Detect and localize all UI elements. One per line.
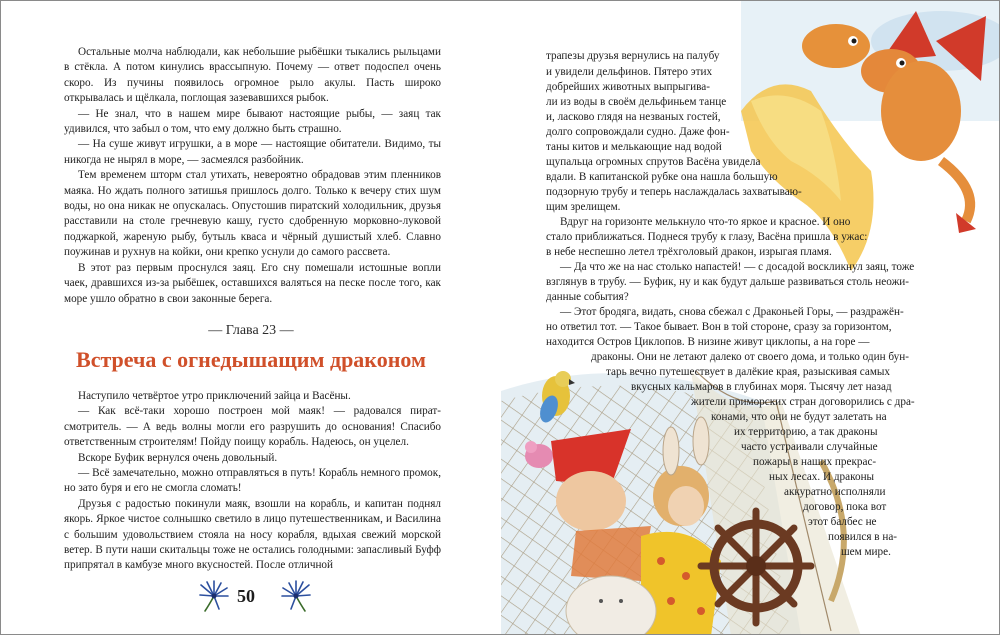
text-line: — Да что же на нас столько напастей! — с досадой воскликнул заяц, тоже [560, 261, 915, 273]
text-line: трапезы друзья вернулись на палубу [546, 50, 720, 62]
text-line: взглянув в трубу. — Буфик, ну и как будут дальше развиваться столь неожи- [546, 276, 910, 288]
text-line: добрейших животных выпрыгива- [546, 81, 710, 93]
paragraph: Друзья с радостью покинули маяк, взошли на корабль, и капитан поднял якорь. Яркое чистое солнышко светило в лицо путешественникам, и Василина с большим удовольствием стояла на носу корабля, вдыхая свежий морской ветер. В пути наши скитальцы тоже не остались голодными: запасливый Буфф припрятал в камбузе много вкусностей. После отличной [64, 497, 441, 572]
text-line: в небе неспешно летел трёхголовый дракон, изрыгая пламя. [546, 246, 832, 258]
text-line: тарь вечно путешествует в далёкие края, разыскивая самых [606, 366, 891, 378]
paragraph: Наступило четвёртое утро приключений зайца и Васёны. [78, 390, 351, 402]
text-line: их территорию, а так драконы [734, 426, 878, 438]
text-line: Вдруг на горизонте мелькнуло что-то яркое и красное. И оно [560, 216, 851, 228]
text-line: ных лесах. И драконы [769, 471, 875, 483]
text-line: появился в на- [828, 531, 898, 543]
paragraph: Тем временем шторм стал утихать, невероятно обрадовав этим пленников маяка. Но ждать полного затишья пришлось долго. Только к вечеру стих шум воды, но она никак не опускалась. Опустошив пиратский холодильник, друзья расставили на столе гречневую кашу, густо сдобренную морковно-луковой поджаркой, жареную рыбу, бутыль кваса и чёрный душистый хлеб. Славно поужинав и рухнув на койки, они крепко уснули до самого рассвета. [64, 169, 441, 259]
chapter-number: — Глава 23 — [208, 323, 294, 338]
text-line: договор, пока вот [803, 501, 887, 513]
text-line: жители приморских стран договорились с дра- [691, 396, 915, 408]
text-line: и увидели дельфинов. Пятеро этих [546, 66, 713, 78]
text-line: вкусных кальмаров в глубинах моря. Тысячу лет назад [631, 381, 892, 393]
cornflower-icon [279, 579, 313, 613]
text-line: ли из воды в своём дельфиньем танце [546, 96, 727, 108]
paragraph: В этот раз первым проснулся заяц. Его сну помешали истошные вопли чаек, дравшихся из-за рыбёшек, оставшихся валяться на песке после того, как море ушло обратно в свои законные берега. [64, 261, 441, 305]
text-line: этот балбес не [808, 516, 877, 528]
text-line: подзорную трубу и теперь наслаждалась захватываю- [546, 186, 802, 198]
paragraph: Вскоре Буфик вернулся очень довольный. [78, 451, 278, 464]
paragraph: — Не знал, что в нашем мире бывают настоящие рыбы, — заяц так удивился, что забыл о том, что ему должно быть страшно. [64, 107, 441, 136]
text-line: находится Остров Циклопов. В низине живут циклопы, а на горе — [546, 336, 870, 348]
paragraph: — Как всё-таки хорошо построен мой маяк! — радовался пират-смотритель. — А ведь волны могли его разрушить до основания! Спасибо ответственным строителям! Пойду поищу корабль. Надеюсь, он уцелел. [64, 405, 441, 449]
paragraph: Остальные молча наблюдали, как небольшие рыбёшки тыкались рыльцами в стёкла. А потом кинулись врассыпную. Почему — ответ подоспел очень скоро. Из пучины появилось огромное рыло акулы. Пасть широко открывалась и щёлкала, поглощая зазевавшихся рыбок. [64, 46, 441, 105]
text-line: данные события? [546, 291, 629, 303]
right-page-text [541, 49, 961, 609]
paragraph: — Всё замечательно, можно отправляться в путь! Корабль немного промок, но зато буря и его не смогла сломать! [64, 467, 441, 495]
text-line: и, ласково глядя на незваных гостей, [546, 111, 721, 123]
text-line: щупальца огромных спрутов Васёна увидела [546, 156, 761, 168]
text-line: стало приближаться. Поднеся трубу к глазу, Васёна пришла в ужас: [546, 231, 868, 243]
text-line: — Этот бродяга, видать, снова сбежал с Драконьей Горы, — раздражён- [560, 306, 904, 318]
text-line: конами, что они не будут залетать на [711, 411, 887, 423]
text-line: вдали. В капитанской рубке она нашла большую [546, 171, 778, 183]
left-page-text-top [64, 45, 441, 307]
page-number: 50 [237, 586, 255, 606]
paragraph: — На суше живут игрушки, а в море — настоящие обитатели. Видимо, ты никогда не нырял в море, — засмеялся разбойник. [64, 138, 441, 166]
text-line: шем мире. [841, 546, 891, 558]
text-line: долго сопровождали судно. Даже фон- [546, 126, 730, 138]
text-line: аккуратно исполняли [784, 486, 886, 498]
chapter-title: Встреча с огнедышащим драконом [76, 347, 426, 372]
text-line: часто устраивали случайные [741, 441, 878, 453]
text-line: таны китов и мелькающие над водой [546, 141, 722, 153]
text-line: щим зрелищем. [546, 201, 621, 213]
text-line: пожары в наших прекрас- [753, 456, 877, 468]
text-line: драконы. Они не летают далеко от своего дома, и только один бун- [591, 351, 909, 363]
text-line: но ответил тот. — Такое бывает. Вон в той стороне, сразу за горизонтом, [546, 321, 892, 333]
left-page-text-bottom [64, 389, 441, 574]
cornflower-icon [197, 579, 231, 613]
